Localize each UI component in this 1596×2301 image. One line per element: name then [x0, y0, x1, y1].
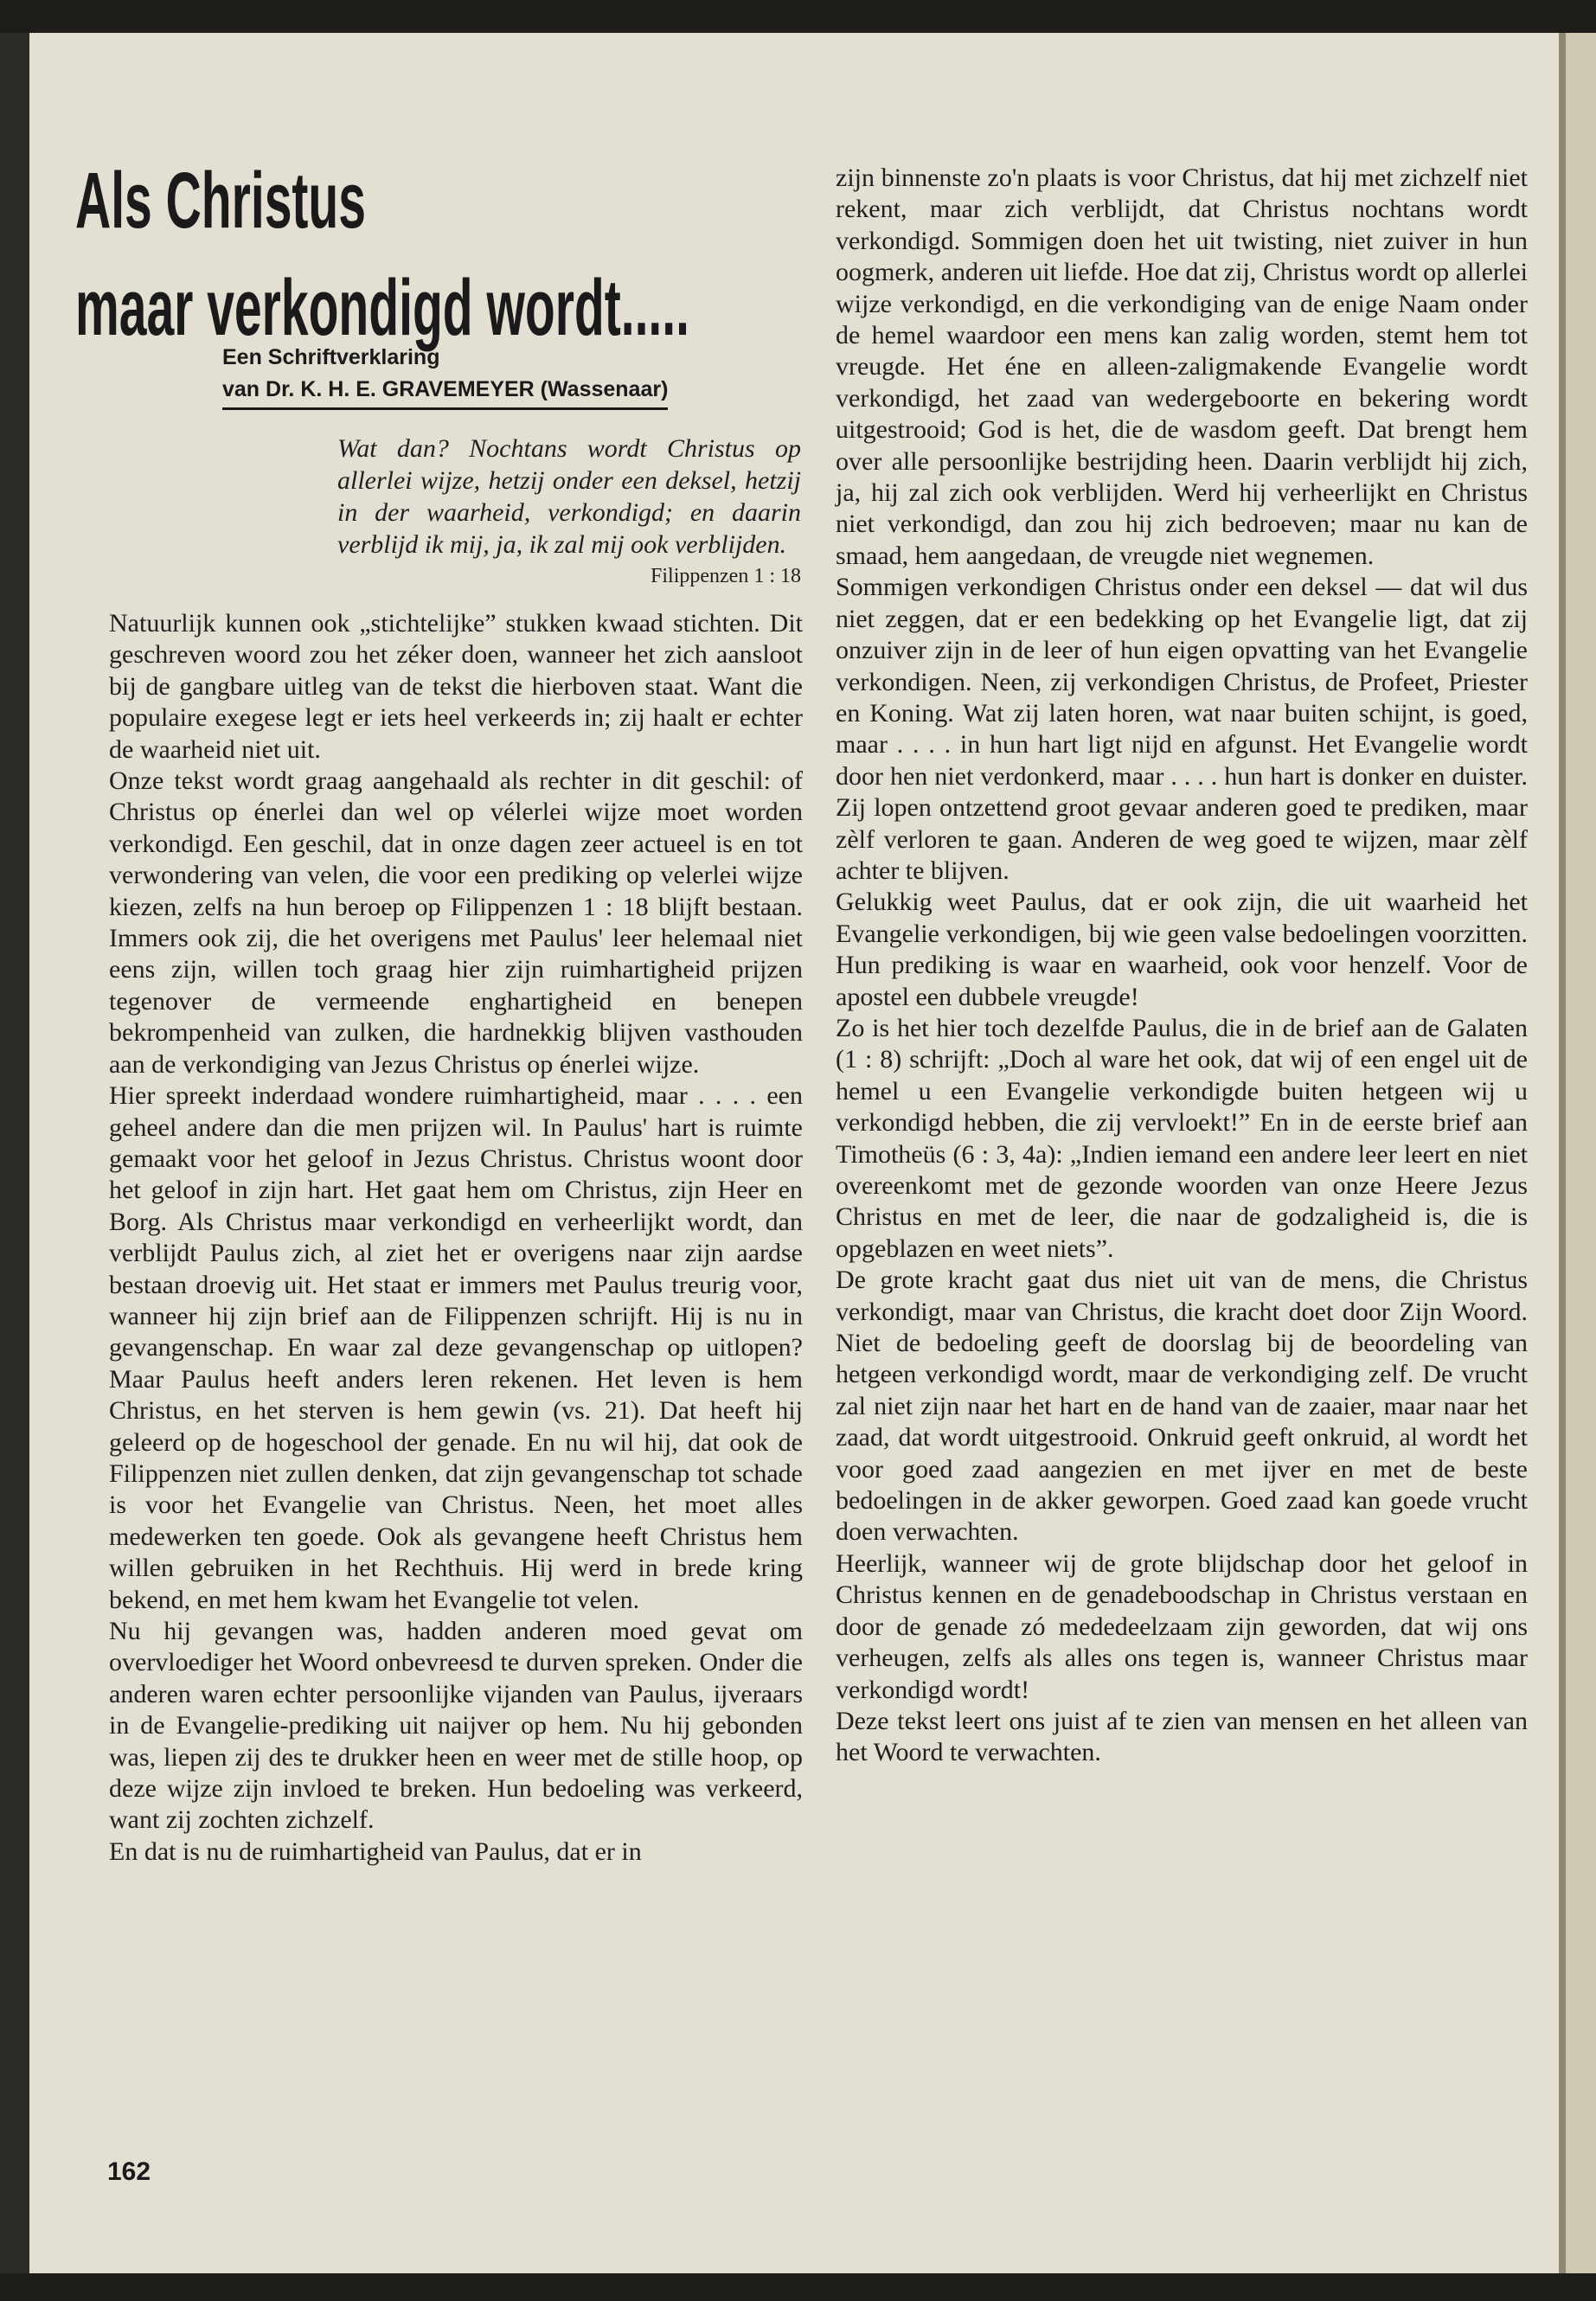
scripture-motto	[337, 433, 801, 593]
page-spine	[1559, 33, 1596, 2273]
article-byline	[222, 342, 668, 410]
paragraph: Zo is het hier toch dezelfde Paulus, die in de brief aan de Galaten (1 : 8) schrijft: „Doch al ware het ook, dat wij of een engel uit de hemel u een Evangelie verkondigde buiten hetgeen wij u verkondigd hebben, die zij vervloekt!” En in de eerste brief aan Timotheüs (6 : 3, 4a): „Indien iemand een andere leer leert en niet overeenkomt met de gezonde woorden van onze Heere Jezus Christus en met de leer, die naar de godzaligheid is, die is opgeblazen en weet niets”.	[836, 1013, 1528, 1263]
paragraph: Sommigen verkondigen Christus onder een deksel — dat wil dus niet zeggen, dat er een bedekking op het Evangelie ligt, dat zij onzuiver zijn in de leer of hun eigen opvatting van het Evangelie verkondigen. Neen, zij verkondigen Christus, de Profeet, Priester en Koning. Wat zij laten horen, wat naar buiten schijnt, is goed, maar . . . . in hun hart ligt nijd en afgunst. Het Evangelie wordt door hen niet verdonkerd, maar . . . . hun hart is donker en duister. Zij lopen ontzettend groot gevaar anderen goed te prediken, maar zèlf verloren te gaan. Anderen de weg goed te wijzen, maar zèlf achter te blijven.	[836, 573, 1528, 885]
paragraph: Hier spreekt inderdaad wondere ruimhartigheid, maar . . . . een geheel andere dan die men prijzen wil. In Paulus' hart is ruimte gemaakt voor het geloof in Jezus Christus. Christus woont door het geloof in zijn hart. Het gaat hem om Christus, zijn Heer en Borg. Als Christus maar verkondigd en verheerlijkt wordt, dan verblijdt Paulus zich, al ziet het er overigens naar zijn aardse bestaan droevig uit. Het staat er immers met Paulus treurig voor, wanneer hij zijn brief aan de Filippenzen schrijft. Hij is nu in gevangenschap. En waar zal deze gevangenschap op uitlopen? Maar Paulus heeft anders leren rekenen. Het leven is hem Christus, en het sterven is hem gewin (vs. 21). Dat heeft hij geleerd op de hogeschool der genade. En nu wil hij, dat ook de Filippenzen niet zullen denken, dat zijn gevangenschap tot schade is voor het Evangelie van Christus. Neen, het moet alles medewerken ten goede. Ook als gevangene heeft Christus hem willen gebruiken in het Rechthuis. Hij werd in brede kring bekend, en met hem kwam het Evangelie tot velen.	[109, 1081, 803, 1614]
scan-top-border	[0, 0, 1596, 33]
motto-reference: Filippenzen 1 : 18	[651, 565, 801, 587]
title-line-1: Als Christus	[75, 157, 366, 245]
paragraph: Natuurlijk kunnen ook „stichtelijke” stukken kwaad stichten. Dit geschreven woord zou het zéker doen, wanneer het zich aansloot bij de gangbare uitleg van de tekst die hierboven staat. Want die populaire exegese legt er iets heel verkeerds in; zij haalt er echter de waarheid niet uit.	[109, 609, 803, 764]
spine-fold	[1559, 33, 1566, 2273]
motto-text: Wat dan? Nochtans wordt Christus op allerlei wijze, hetzij onder een deksel, hetzij in der waarheid, verkondigd; en daarin verblijd ik mij, ja, ik zal mij ook verblijden.	[337, 434, 801, 559]
paragraph: Gelukkig weet Paulus, dat er ook zijn, die uit waarheid het Evangelie verkondigen, bij wie geen valse bedoelingen voorzitten. Hun prediking is waar en waarheid, ook voor henzelf. Voor de apostel een dubbele vreugde!	[836, 888, 1528, 1011]
paragraph: En dat is nu de ruimhartigheid van Paulus, dat er in	[109, 1836, 642, 1866]
left-column	[109, 608, 803, 1868]
title-line-2: maar verkondigd wordt.....	[75, 264, 689, 352]
paragraph: De grote kracht gaat dus niet uit van de mens, die Christus verkondigt, maar van Christus, die kracht doet door Zijn Woord. Niet de bedoeling geeft de doorslag bij de beoordeling van hetgeen verkondigd wordt, maar de verkondiging zelf. De vrucht zal niet zijn naar het hart en de hand van de zaaier, maar naar het zaad, dat wordt uitgestrooid. Onkruid geeft onkruid, al wordt het voor goed zaad aangezien en met ijver en met de beste bedoelingen in de akker geworpen. Goed zaad kan goede vrucht doen verwachten.	[836, 1266, 1528, 1547]
paragraph: Deze tekst leert ons juist af te zien van mensen en het alleen van het Woord te verwachten.	[836, 1706, 1528, 1767]
article-subtitle: Een Schriftverklaring	[222, 345, 440, 369]
paragraph: Nu hij gevangen was, hadden anderen moed gevat om overvloediger het Woord onbevreesd te durven spreken. Onder die anderen waren echter persoonlijke vijanden van Paulus, ijveraars in de Evangelie-prediking uit naijver op hem. Nu hij gebonden was, liepen zij des te drukker heen en weer met de stille hoop, op deze wijze zijn invloed te breken. Hun bedoeling was verkeerd, want zij zochten zichzelf.	[109, 1617, 803, 1835]
paragraph: Onze tekst wordt graag aangehaald als rechter in dit geschil: of Christus op énerlei dan wel op vélerlei wijze moet worden verkondigd. Een geschil, dat in onze dagen zeer actueel is en tot verwondering van velen, die voor een prediking op velerlei wijze kiezen, zelfs na hun beroep op Filippenzen 1 : 18 blijft bestaan. Immers ook zij, die het overigens met Paulus' leer helemaal niet eens zijn, willen toch graag hier zijn ruimhartigheid prijzen tegenover de vermeende enghartigheid en benepen bekrompenheid van zulken, die hardnekkig blijven vasthouden aan de verkondiging van Jezus Christus op énerlei wijze.	[109, 766, 803, 1079]
right-column	[836, 163, 1528, 1769]
paragraph: zijn binnenste zo'n plaats is voor Christus, dat hij met zichzelf niet rekent, maar zich verblijdt, dat Christus nochtans wordt verkondigd. Sommigen doen het uit twisting, niet zuiver in hun oogmerk, anderen uit liefde. Hoe dat zij, Christus wordt op allerlei wijze verkondigd, en die verkondiging van de enige Naam onder de hemel waardoor een mens kan zalig worden, stemt hem tot vreugde. Het éne en alleen-zaligmakende Evangelie wordt verkondigd, het zaad van wedergeboorte en bekering wordt uitgestrooid; God is het, die de wasdom geeft. Dat brengt hem over alle persoonlijke bestrijding heen. Daarin verblijdt hij zich, ja, hij zal zich ook verblijden. Werd hij verheerlijkt en Christus niet verkondigd, dan zou hij zich bedroeven; maar nu kan de smaad, hem aangedaan, de vreugde niet wegnemen.	[836, 163, 1528, 570]
article-title	[75, 147, 689, 362]
page-number: 162	[107, 2157, 151, 2186]
article-author: van Dr. K. H. E. GRAVEMEYER (Wassenaar)	[222, 374, 668, 410]
scan-bottom-border	[0, 2273, 1596, 2301]
paragraph: Heerlijk, wanneer wij de grote blijdschap door het geloof in Christus kennen en de genadeboodschap in Christus verstaan en door de genade zó mededeelzaam zijn geworden, dat wij ons verheugen, zelfs als alles ons tegen is, wanneer Christus maar verkondigd wordt!	[836, 1548, 1528, 1704]
